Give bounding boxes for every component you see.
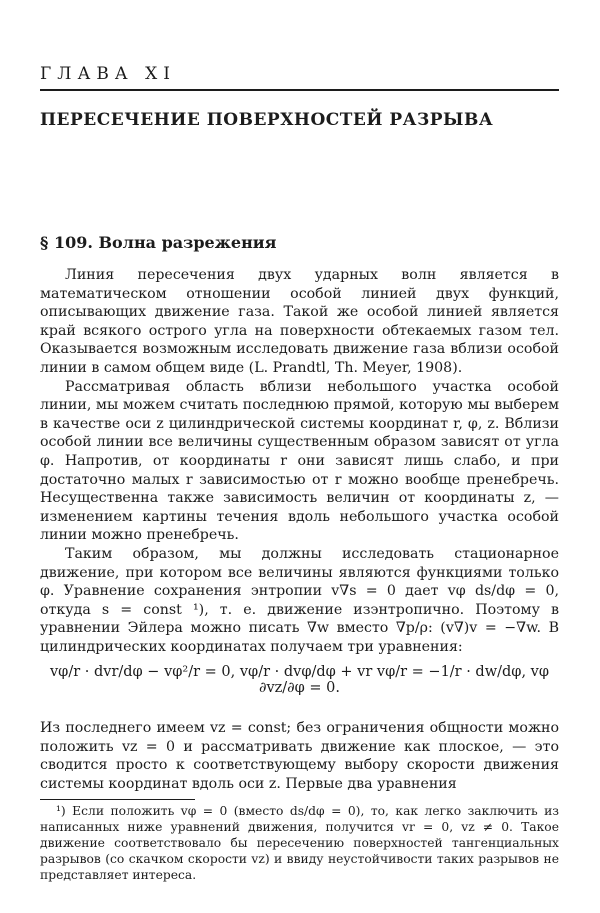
chapter-title: ПЕРЕСЕЧЕНИЕ ПОВЕРХНОСТЕЙ РАЗРЫВА bbox=[40, 110, 494, 130]
chapter-label: ГЛАВА XI bbox=[40, 64, 176, 84]
header-rule bbox=[40, 89, 559, 91]
equation-block: vφ/r · dvr/dφ − vφ²/r = 0, vφ/r · dvφ/dφ + vr vφ/r = −1/r · dw/dφ, vφ ∂vz/∂φ = 0. bbox=[49, 664, 550, 696]
body-text bbox=[40, 266, 559, 656]
footnote bbox=[40, 803, 559, 883]
paragraph-1: Линия пересечения двух ударных волн является в математическом отношении особой линией двух функций, описывающих движение газа. Такой же особой линией является край всякого острого угла на поверхности обтекаемых газом тел. Оказывается возможным исследовать движение газа вблизи особой линии в самом общем виде (L. Prandtl, Th. Meyer, 1908). bbox=[40, 267, 559, 376]
paragraph-2: Рассматривая область вблизи небольшого участка особой линии, мы можем считать последнюю прямой, которую мы выберем в качестве оси z цилиндрической системы координат r, φ, z. Вблизи особой линии все величины существенным образом зависят от угла φ. Напротив, от координаты r они зависят лишь слабо, и при достаточно малых r зависимостью от r можно вообще пренебречь. Несущественна также зависимость величин от координаты z, — изменением картины течения вдоль небольшого участка особой линии можно пренебречь. bbox=[40, 378, 559, 544]
continuation-text: Из последнего имеем vz = const; без ограничения общности можно положить vz = 0 и рассматривать движение как плоское, — это сводится просто к соответствующему выбору скорости движения системы координат вдоль оси z. Первые два уравнения bbox=[40, 720, 559, 792]
footnote-rule bbox=[40, 799, 195, 800]
section-heading: § 109. Волна разрежения bbox=[40, 233, 277, 252]
paragraph-3: Таким образом, мы должны исследовать стационарное движение, при котором все величины являются функциями только φ. Уравнение сохранения энтропии v∇s = 0 дает vφ ds/dφ = 0, откуда s = const ¹), т. е. движение изэнтропично. Поэтому в уравнении Эйлера можно писать ∇w вместо ∇p/ρ: (v∇)v = −∇w. В цилиндрических координатах получаем три уравнения: bbox=[40, 545, 559, 655]
footnote-text: ¹) Если положить vφ = 0 (вместо ds/dφ = 0), то, как легко заключить из написанных ниже уравнений движения, получится vr = 0, vz ≠ 0. Такое движение соответствовало бы пересечению поверхностей тангенциальных разрывов (со скачком скорости vz) и ввиду неустойчивости таких разрывов не представляет интереса. bbox=[40, 804, 559, 882]
